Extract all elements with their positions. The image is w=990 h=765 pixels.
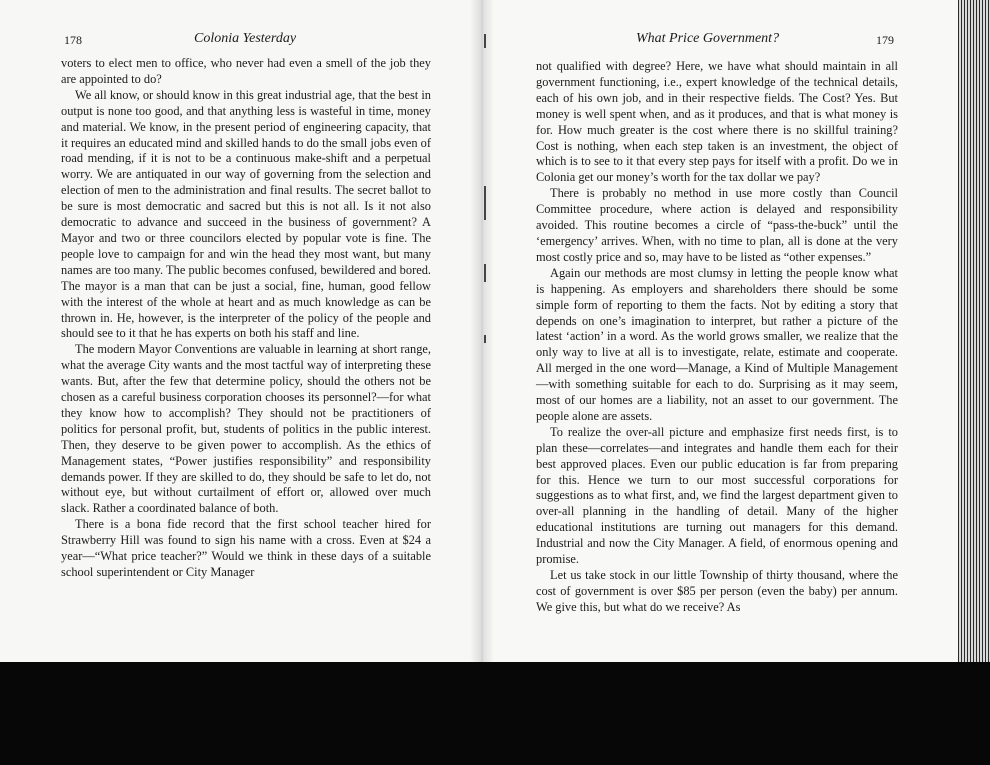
gutter-mark [484, 335, 486, 343]
left-page-number: 178 [64, 33, 82, 47]
gutter-mark [484, 34, 486, 48]
gutter-mark [484, 264, 486, 282]
left-page-body [61, 56, 431, 581]
right-page-number: 179 [876, 33, 894, 47]
paragraph: not qualified with degree? Here, we have what should maintain in all government functioning, i.e., expert knowledge of the technical details, each of his own job, and in their respective fields. The Cost? Yes. But money is well spent when, and as it produces, and that is what money is for. How much greater is the cost where there is no skillful training? Cost is nothing, when each step taken is an investment, the object of which is to see to it that every step pays for itself with a profit. Do we in Colonia get our money’s worth for the tax dollar we pay? [536, 59, 898, 185]
paragraph: There is probably no method in use more costly than Council Committee procedure, where action is delayed and responsibility avoided. This routine becomes a circle of “pass-the-buck” until the ‘emergency’ arrives. When, with no time to plan, all is done at the very most costly price and so, may have to be listed as “other expenses.” [536, 186, 898, 264]
paragraph: Again our methods are most clumsy in letting the people know what is happening. As employers and shareholders there should be some simple form of reporting to them the facts. Not by editing a story that depends on one’s imagination to interpret, but rather a picture of the latest ‘action’ in a word. As the world grows smaller, we realize that the only way to live at all is to investigate, relate, estimate and cooperate. All merged in the one word—Manage, a Kind of Multiple Management—with something suitable for each to do. Surprising as it may seem, most of our homes are a liability, not an asset to our government. The people alone are assets. [536, 265, 898, 423]
paragraph: We all know, or should know in this great industrial age, that the best in output is none too good, and that anything less is wasteful in time, money and material. We know, in the present period of engineering capacity, that it requires an educated mind and skilled hands to do the small jobs even of road mending, if it is not to be a continuous make-shift and a perpetual worry. We are antiquated in our way of governing from the selection and election of men to the administration and final results. The secret ballot to be sure is most democratic and sacred but this is not all. Is it not also democratic to advance and succeed in the business of government? A Mayor and two or three councilors elected by popular vote is fine. The people love to campaign for and win the head they most want, but many names are too many. The public becomes confused, bewildered and bored. The mayor is a man that can be just a social, fine, human, good fellow with the interest of the whole at heart and as much knowledge as can be thrown in. He, however, is the interpreter of the policy of the people and should see to it that he has experts on both his staff and line. [61, 87, 431, 341]
right-running-title: What Price Government? [636, 31, 780, 46]
book-gutter [470, 0, 494, 668]
paragraph: The modern Mayor Conventions are valuable in learning at short range, what the average City wants and the most tactful way of interpreting these wants. But, after the few that determine policy, should the others not be chosen as a careful business corporation chooses its personnel?—for what they know how to accomplish? They should not be practitioners of politics for personal profit, but, students of politics in the public interest. Then, they deserve to be given power to accomplish. As the ethics of Management states, “Power justifies responsibility” and responsibility demands power. If they are skilled to do, they should be safe to let do, not without eye, but without curtailment of effort or, allowed over much slack. Rather a coordinated balance of both. [61, 342, 431, 516]
paragraph: There is a bona fide record that the first school teacher hired for Strawberry Hill was found to sign his name with a cross. Even at $24 a year—“What price teacher?” Would we think in these days of a suitable school superintendent or City Manager [61, 517, 431, 579]
page-edges [958, 0, 990, 668]
paragraph: To realize the over-all picture and emphasize first needs first, is to plan these—correlates—and integrates and handle them each for their best approved places. Even our public education is far from preparing for this. Hence we turn to our most successful corporations for suggestions as to what first, and, we find the largest department given to over-all planning in the handling of detail. Many of the higher educational institutions are turning out managers for this demand. Industrial and now the City Manager. A field, of enormous opening and promise. [536, 424, 898, 567]
paragraph: Let us take stock in our little Township of thirty thousand, where the cost of government is over $85 per person (even the baby) per annum. We give this, but what do we receive? As [536, 568, 898, 614]
left-running-title: Colonia Yesterday [194, 31, 297, 46]
scanner-dark-band [0, 662, 990, 765]
right-page-body [536, 59, 898, 616]
paragraph: voters to elect men to office, who never had even a smell of the job they are appointed to do? [61, 56, 431, 86]
gutter-mark [484, 186, 486, 220]
